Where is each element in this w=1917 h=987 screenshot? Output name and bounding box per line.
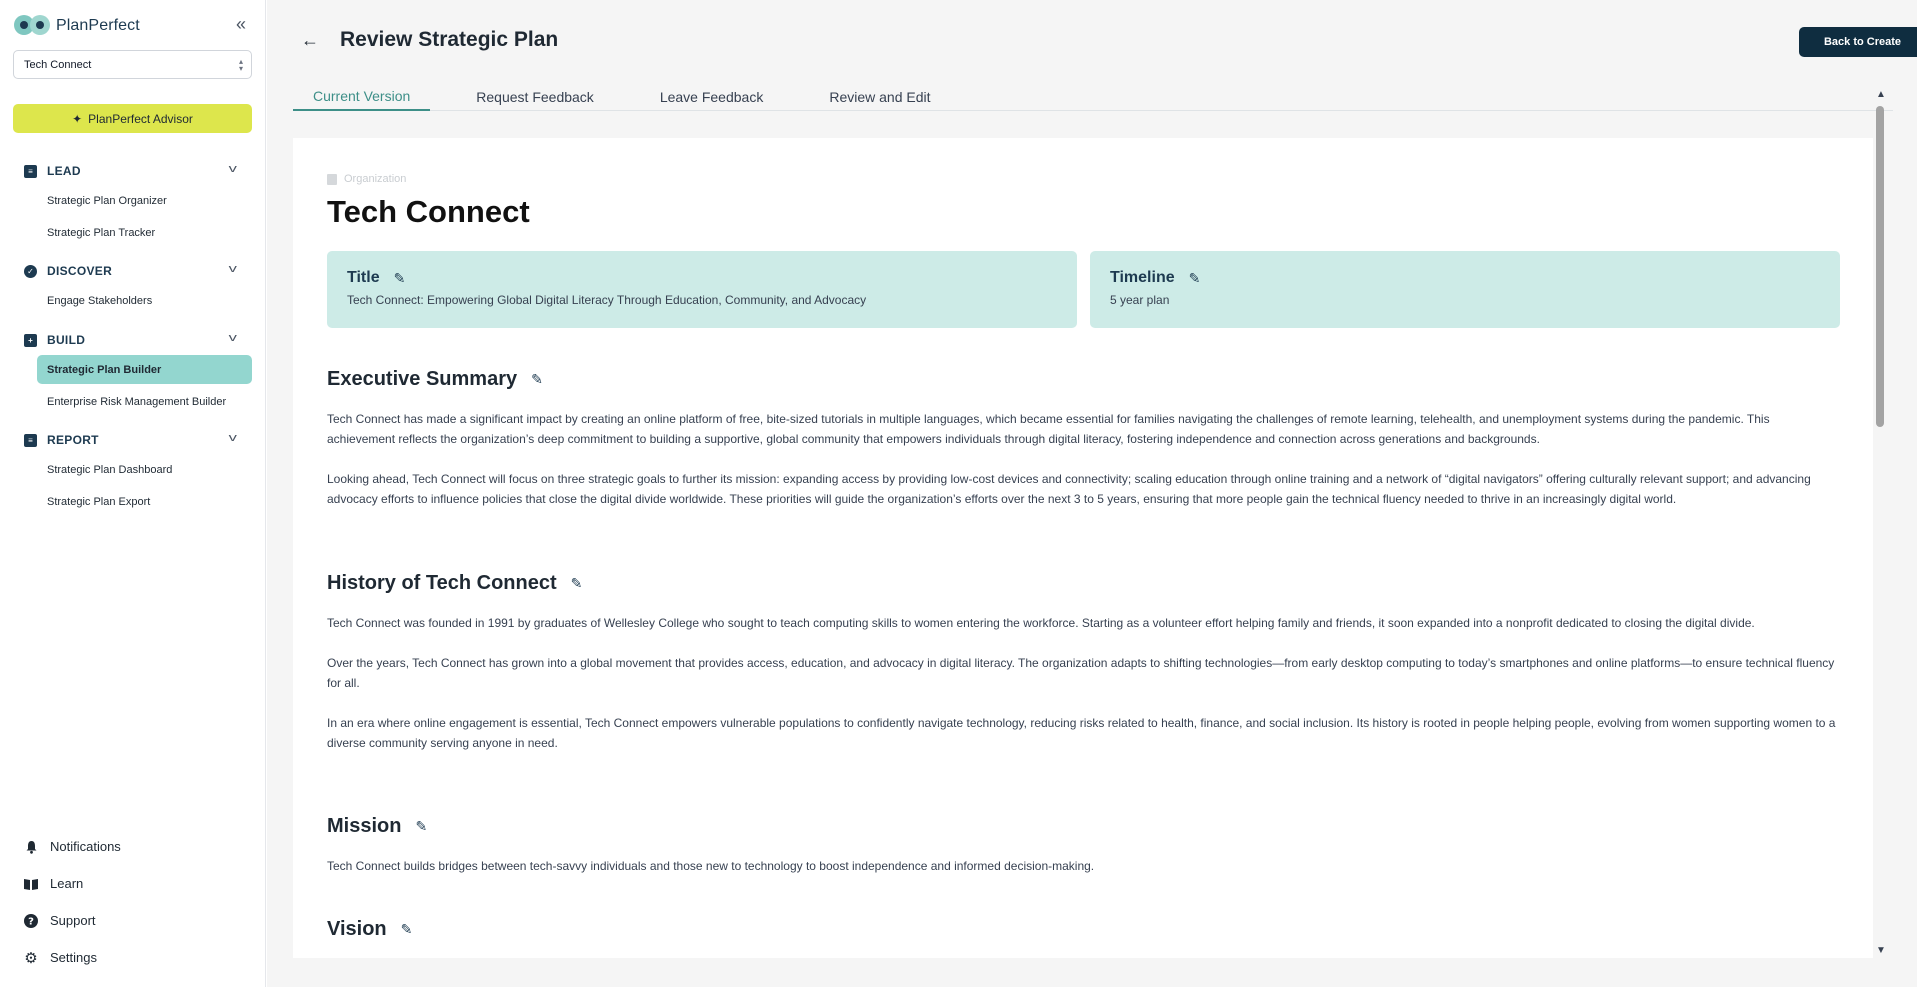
main-content <box>267 0 1917 987</box>
timeline-card-heading: Timeline <box>1110 269 1175 286</box>
book-icon <box>24 877 38 891</box>
tab-review-and-edit[interactable]: Review and Edit <box>829 88 931 105</box>
sidebar-item-strategic-plan-dashboard[interactable]: Strategic Plan Dashboard <box>47 463 173 476</box>
nav-section-lead-toggle[interactable] <box>0 160 266 182</box>
section-paragraph: Over the years, Tech Connect has grown into a global movement that provides access, education, and advocacy in digital literacy. The organization adapts to shifting technologies—from early desktop computing to today’s smartphones and online platforms—to ensure technical fluency for all. <box>327 656 1835 690</box>
timeline-card <box>1090 251 1840 328</box>
title-card <box>327 251 1077 328</box>
edit-icon[interactable]: ✎ <box>415 818 428 834</box>
planperfect-logo-icon <box>14 13 52 39</box>
sidebar-item-strategic-plan-organizer[interactable]: Strategic Plan Organizer <box>47 194 167 207</box>
edit-icon[interactable]: ✎ <box>531 371 543 387</box>
section-heading: Executive Summary <box>327 368 518 390</box>
advisor-button[interactable] <box>13 104 252 133</box>
content-scrollbar[interactable] <box>1874 89 1886 959</box>
folder-plus-icon: + <box>24 334 37 347</box>
edit-icon[interactable]: ✎ <box>400 921 413 937</box>
report-document-icon: ≡ <box>24 434 37 447</box>
section-paragraph: Tech Connect was founded in 1991 by graduates of Wellesley College who sought to teach computing skills to women entering the workforce. Starting as a volunteer effort helping family and friends, it soon expanded into a nonprofit dedicated to closing the digital divide. <box>327 616 1755 630</box>
title-card-text: Tech Connect: Empowering Global Digital Literacy Through Education, Community, and Advocacy <box>347 293 867 307</box>
scroll-down-icon[interactable]: ▼ <box>1876 945 1886 956</box>
sidebar-bottom-nav <box>0 828 266 976</box>
sidebar-item-support[interactable] <box>0 902 266 939</box>
sidebar-item-strategic-plan-tracker[interactable]: Strategic Plan Tracker <box>47 226 156 239</box>
section-heading: Vision <box>327 918 387 940</box>
nav-section-build-toggle[interactable] <box>0 329 266 351</box>
nav-section-build <box>0 329 266 416</box>
brand[interactable] <box>14 13 140 39</box>
section-paragraph: Tech Connect has made a significant impact by creating an online platform of free, bite-sized tutorials in multiple languages, which became essential for families navigating the challenges of remote learning, telehealth, and unemployment systems during the pandemic. This achievement reflects the organization’s deep commitment to building a supportive, global community that empowers individuals through digital literacy, fostering independence and connection across generations and backgrounds. <box>327 412 1770 446</box>
document-list-icon: ≡ <box>24 165 37 178</box>
timeline-card-text: 5 year plan <box>1110 293 1170 307</box>
sidebar-item-enterprise-risk-management-builder[interactable]: Enterprise Risk Management Builder <box>47 395 227 408</box>
tab-current-version[interactable]: Current Version <box>293 82 430 111</box>
mission-section <box>327 815 1837 876</box>
tab-request-feedback[interactable]: Request Feedback <box>476 88 594 105</box>
nav-section-label: BUILD <box>47 333 86 347</box>
tab-leave-feedback[interactable]: Leave Feedback <box>659 88 764 105</box>
edit-icon[interactable]: ✎ <box>393 269 406 286</box>
arrow-left-icon[interactable]: ← <box>301 30 319 50</box>
sparkle-icon: ✦ <box>72 111 83 126</box>
chevron-down-icon: v <box>228 263 237 275</box>
nav-section-label: LEAD <box>47 164 81 178</box>
svg-text:?: ? <box>28 916 34 927</box>
tab-bar <box>293 82 1893 111</box>
vision-section <box>327 918 1837 941</box>
building-icon <box>327 174 337 185</box>
executive-summary-section <box>327 368 1837 509</box>
bell-icon <box>24 840 38 854</box>
scroll-up-icon[interactable]: ▲ <box>1876 89 1886 100</box>
sidebar-item-settings[interactable] <box>0 939 266 976</box>
title-card-heading: Title <box>347 269 380 286</box>
compass-icon: ✓ <box>24 265 37 278</box>
nav-section-report <box>0 429 266 516</box>
history-section <box>327 572 1837 753</box>
notifications-label: Notifications <box>50 839 121 854</box>
section-heading: Mission <box>327 815 402 837</box>
sidebar-item-learn[interactable] <box>0 865 266 902</box>
nav-section-lead <box>0 160 266 247</box>
back-to-create-button[interactable]: Back to Create <box>1799 27 1917 57</box>
organization-kicker-label: Organization <box>344 173 407 185</box>
nav-section-discover-toggle[interactable] <box>0 260 266 282</box>
support-label: Support <box>50 913 96 928</box>
scrollbar-thumb[interactable] <box>1876 106 1884 427</box>
sidebar-item-strategic-plan-export[interactable]: Strategic Plan Export <box>47 495 151 508</box>
nav-section-report-toggle[interactable] <box>0 429 266 451</box>
nav-section-discover <box>0 260 266 315</box>
section-paragraph: In an era where online engagement is essential, Tech Connect empowers vulnerable populations to confidently navigate technology, reducing risks related to health, finance, and social inclusion. Its history is rooted in people helping people, evolving from women supporting women to a diverse community serving anyone in need. <box>327 716 1836 750</box>
settings-label: Settings <box>50 950 97 965</box>
sidebar-item-engage-stakeholders[interactable]: Engage Stakeholders <box>47 294 153 307</box>
sidebar-item-strategic-plan-builder[interactable]: Strategic Plan Builder <box>37 355 252 384</box>
select-arrows-icon: ▴ ▾ <box>238 56 243 73</box>
gear-icon: ⚙ <box>24 949 38 967</box>
nav-section-label: REPORT <box>47 433 99 447</box>
chevron-down-icon: v <box>228 163 237 175</box>
section-heading: History of Tech Connect <box>327 572 557 594</box>
organization-select[interactable] <box>13 50 252 79</box>
organization-select-value: Tech Connect <box>24 58 92 71</box>
page-header <box>267 0 1917 112</box>
nav-section-label: DISCOVER <box>47 264 113 278</box>
brand-name: PlanPerfect <box>56 17 140 34</box>
edit-icon[interactable]: ✎ <box>570 575 583 591</box>
edit-icon[interactable]: ✎ <box>1188 269 1201 286</box>
sidebar-item-notifications[interactable] <box>0 828 266 865</box>
learn-label: Learn <box>50 876 84 891</box>
section-paragraph: Looking ahead, Tech Connect will focus on three strategic goals to further its mission: expanding access by providing low-cost devices and connectivity; scaling education through online training and a network of “digital navigators” offering culturally relevant support; and advancing advocacy efforts to influence policies that close the digital divide worldwide. These priorities will guide the organization’s efforts over the next 3 to 5 years, ensuring that more people gain the technical fluency needed to thrive in an increasingly digital world. <box>327 472 1811 506</box>
help-circle-icon <box>24 914 38 928</box>
collapse-sidebar-icon[interactable]: « <box>235 14 246 34</box>
plan-document <box>293 138 1873 958</box>
chevron-down-icon: v <box>228 432 237 444</box>
sidebar <box>0 0 266 987</box>
advisor-button-label: PlanPerfect Advisor <box>88 111 193 126</box>
chevron-down-icon: v <box>228 332 237 344</box>
organization-kicker <box>327 173 406 185</box>
page-title: Review Strategic Plan <box>340 28 559 51</box>
section-paragraph: Tech Connect builds bridges between tech-savvy individuals and those new to technology to boost independence and informed decision-making. <box>327 859 1095 873</box>
organization-name: Tech Connect <box>327 194 530 229</box>
